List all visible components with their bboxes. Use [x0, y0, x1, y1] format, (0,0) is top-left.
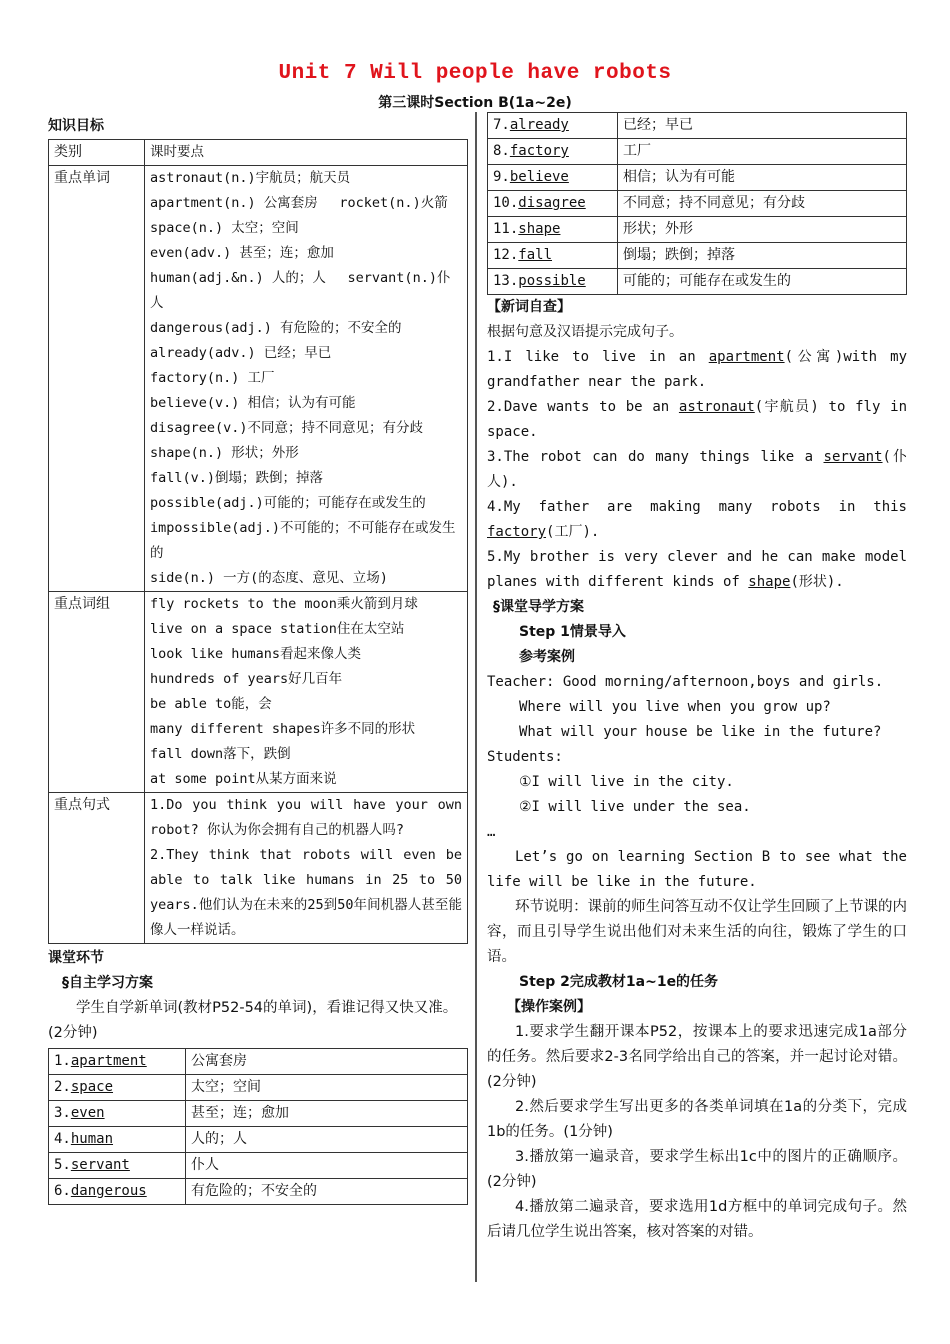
point-line: 2.They think that robots will even be able to talk like humans in 25 to 50 years.他们认为在未来的25到50年间机器人甚至能像人一样说话。 — [150, 847, 462, 938]
word-number: 13. — [493, 273, 519, 289]
word-cell — [49, 1049, 186, 1075]
meaning-cell: 仆人 — [186, 1153, 468, 1179]
point-line: be able to能，会 — [150, 696, 272, 712]
word-text: servant — [70, 1157, 130, 1173]
word-text: already — [509, 117, 569, 133]
reference-heading: 参考案例 — [519, 649, 575, 665]
word-number: 12. — [493, 247, 519, 263]
meaning-cell: 工厂 — [618, 139, 907, 165]
self-check-instruction: 根据句意及汉语提示完成句子。 — [487, 324, 683, 340]
document-title: Unit 7 Will people have robots — [278, 62, 672, 85]
answer-line: ①I will live in the city. — [519, 774, 734, 790]
class-heading: 课堂环节 — [48, 950, 104, 966]
operation-heading: 【操作案例】 — [507, 999, 591, 1015]
meaning-cell: 太空；空间 — [186, 1075, 468, 1101]
points-cell — [145, 793, 468, 944]
point-line: fall down落下，跌倒 — [150, 746, 291, 762]
word-cell — [488, 165, 618, 191]
word-table-right — [487, 112, 907, 295]
point-line: disagree(v.)不同意；持不同意见；有分歧 — [150, 420, 424, 436]
point-line: shape(n.) 形状；外形 — [150, 445, 299, 461]
meaning-cell: 有危险的；不安全的 — [186, 1179, 468, 1205]
meaning-cell: 公寓套房 — [186, 1049, 468, 1075]
word-number: 2. — [54, 1079, 71, 1095]
table-row — [488, 139, 907, 165]
item-text: (形状). — [790, 574, 844, 590]
self-check-item — [487, 345, 907, 395]
point-line: factory(n.) 工厂 — [150, 370, 275, 386]
word-number: 7. — [493, 117, 510, 133]
operation-item: 2.然后要求学生写出更多的各类单词填在1a的分类下，完成1b的任务。(1分钟) — [487, 1099, 907, 1140]
word-text: human — [70, 1131, 114, 1147]
answer-blank: astronaut — [678, 399, 755, 415]
answer-blank: shape — [748, 574, 791, 590]
word-cell — [49, 1179, 186, 1205]
word-cell — [488, 243, 618, 269]
answer-blank: servant — [823, 449, 883, 465]
col-points-header: 课时要点 — [145, 140, 468, 166]
question-line: Where will you live when you grow up? — [519, 699, 831, 715]
word-text: disagree — [518, 195, 586, 211]
point-line: possible(adj.)可能的；可能存在或发生的 — [150, 495, 426, 511]
word-cell — [488, 217, 618, 243]
point-line: hundreds of years好几百年 — [150, 671, 343, 687]
word-text: possible — [518, 273, 586, 289]
left-column — [48, 114, 468, 1205]
table-row — [49, 1101, 468, 1127]
self-check-item — [487, 495, 907, 545]
operation-item: 3.播放第一遍录音，要求学生标出1c中的图片的正确顺序。(2分钟) — [487, 1149, 907, 1190]
knowledge-row-sentences — [49, 793, 468, 944]
point-line: at some point从某方面来说 — [150, 771, 337, 787]
point-line: fall(v.)倒塌；跌倒；掉落 — [150, 470, 324, 486]
word-text: believe — [509, 169, 569, 185]
meaning-cell: 形状；外形 — [618, 217, 907, 243]
self-study-instruction: 学生自学新单词(教材P52-54的单词)，看谁记得又快又准。(2分钟) — [48, 1000, 458, 1041]
points-cell — [145, 592, 468, 793]
point-line: side(n.) 一方(的态度、意见、立场) — [150, 570, 388, 586]
point-line: astronaut(n.)宇航员；航天员 — [150, 170, 351, 186]
table-row — [49, 1153, 468, 1179]
step1-heading: Step 1情景导入 — [519, 624, 626, 640]
word-number: 3. — [54, 1105, 71, 1121]
point-line: space(n.) 太空；空间 — [150, 220, 299, 236]
meaning-cell: 可能的；可能存在或发生的 — [618, 269, 907, 295]
meaning-cell: 相信；认为有可能 — [618, 165, 907, 191]
ellipsis-line: … — [487, 824, 496, 840]
self-study-heading: §自主学习方案 — [62, 975, 153, 991]
answer-line: ②I will live under the sea. — [519, 799, 751, 815]
word-number: 6. — [54, 1183, 71, 1199]
step2-heading: Step 2完成教材1a~1e的任务 — [519, 974, 719, 990]
item-text: (公寓)with my grandfather near the park. — [487, 349, 907, 390]
word-text: even — [70, 1105, 105, 1121]
guide-heading: §课堂导学方案 — [493, 599, 584, 615]
item-text: 4.My father are making many robots in this — [487, 499, 907, 515]
point-line: look like humans看起来像人类 — [150, 646, 362, 662]
word-text: dangerous — [70, 1183, 147, 1199]
word-cell — [49, 1153, 186, 1179]
word-cell — [49, 1075, 186, 1101]
word-number: 8. — [493, 143, 510, 159]
table-row — [49, 1049, 468, 1075]
point-line: believe(v.) 相信；认为有可能 — [150, 395, 356, 411]
category-cell: 重点单词 — [49, 166, 145, 592]
table-row — [488, 243, 907, 269]
point-line: human(adj.&n.) 人的；人 servant(n.)仆人 — [150, 270, 451, 311]
students-line: Students: — [487, 749, 563, 765]
point-line: dangerous(adj.) 有危险的；不安全的 — [150, 320, 402, 336]
word-number: 5. — [54, 1157, 71, 1173]
self-check-heading: 【新词自查】 — [487, 299, 571, 315]
word-number: 11. — [493, 221, 519, 237]
word-cell — [488, 113, 618, 139]
table-row — [49, 1075, 468, 1101]
item-text: 1.I like to live in an — [487, 349, 709, 365]
operation-item: 1.要求学生翻开课本P52，按课本上的要求迅速完成1a部分的任务。然后要求2-3名同学给出自己的答案，并一起讨论对错。(2分钟) — [487, 1024, 907, 1090]
point-line: even(adv.) 甚至；连；愈加 — [150, 245, 334, 261]
word-text: factory — [509, 143, 569, 159]
word-table-left — [48, 1048, 468, 1205]
item-text: 2.Dave wants to be an — [487, 399, 679, 415]
self-check-item — [487, 445, 907, 495]
table-row — [488, 191, 907, 217]
word-cell — [488, 139, 618, 165]
column-divider — [475, 112, 477, 1282]
self-check-item — [487, 545, 907, 595]
table-row — [49, 1127, 468, 1153]
word-cell — [49, 1101, 186, 1127]
transition-line: Let’s go on learning Section B to see what the life will be like in the future. — [487, 849, 907, 890]
teacher-line: Teacher: Good morning/afternoon,boys and girls. — [487, 674, 884, 690]
note-paragraph: 环节说明：课前的师生问答互动不仅让学生回顾了上节课的内容，而且引导学生说出他们对未来生活的向往，锻炼了学生的口语。 — [487, 899, 907, 965]
meaning-cell: 人的；人 — [186, 1127, 468, 1153]
answer-blank: factory — [487, 524, 547, 540]
word-number: 4. — [54, 1131, 71, 1147]
operation-item: 4.播放第二遍录音，要求选用1d方框中的单词完成句子。然后请几位学生说出答案，核对答案的对错。 — [487, 1199, 907, 1240]
point-line: many different shapes许多不同的形状 — [150, 721, 416, 737]
right-column — [487, 112, 907, 1245]
self-check-item — [487, 395, 907, 445]
word-cell — [49, 1127, 186, 1153]
item-text: (仆人). — [487, 449, 907, 490]
point-line: live on a space station住在太空站 — [150, 621, 405, 637]
word-cell — [488, 191, 618, 217]
points-cell — [145, 166, 468, 592]
category-cell: 重点词组 — [49, 592, 145, 793]
point-line: 1.Do you think you will have your own robot? 你认为你会拥有自己的机器人吗? — [150, 797, 462, 838]
meaning-cell: 甚至；连；愈加 — [186, 1101, 468, 1127]
item-text: 3.The robot can do many things like a — [487, 449, 824, 465]
table-row — [488, 165, 907, 191]
word-text: fall — [518, 247, 553, 263]
point-line: already(adv.) 已经；早已 — [150, 345, 332, 361]
table-row — [49, 1179, 468, 1205]
answer-blank: apartment — [708, 349, 785, 365]
knowledge-header-row — [49, 140, 468, 166]
document-subtitle: 第三课时Section B(1a~2e) — [378, 95, 572, 111]
word-number: 1. — [54, 1053, 71, 1069]
word-text: shape — [518, 221, 561, 237]
point-line: impossible(adj.)不可能的；不可能存在或发生的 — [150, 520, 456, 561]
word-cell — [488, 269, 618, 295]
table-row — [488, 217, 907, 243]
question-line: What will your house be like in the future? — [519, 724, 882, 740]
table-row — [488, 269, 907, 295]
knowledge-table — [48, 139, 468, 944]
item-text: 5.My brother is very clever and he can make model planes with different kinds of — [487, 549, 907, 590]
point-line: fly rockets to the moon乘火箭到月球 — [150, 596, 418, 612]
item-text: (工厂). — [546, 524, 600, 540]
meaning-cell: 不同意；持不同意见；有分歧 — [618, 191, 907, 217]
table-row — [488, 113, 907, 139]
knowledge-row-phrases — [49, 592, 468, 793]
word-number: 9. — [493, 169, 510, 185]
meaning-cell: 倒塌；跌倒；掉落 — [618, 243, 907, 269]
word-text: apartment — [70, 1053, 147, 1069]
word-text: space — [70, 1079, 114, 1095]
item-text: (宇航员) to fly in space. — [487, 399, 907, 440]
point-line: apartment(n.) 公寓套房 rocket(n.)火箭 — [150, 195, 448, 211]
col-type-header: 类别 — [49, 140, 145, 166]
knowledge-row-words — [49, 166, 468, 592]
category-cell: 重点句式 — [49, 793, 145, 944]
knowledge-heading: 知识目标 — [48, 118, 104, 134]
meaning-cell: 已经；早已 — [618, 113, 907, 139]
word-number: 10. — [493, 195, 519, 211]
